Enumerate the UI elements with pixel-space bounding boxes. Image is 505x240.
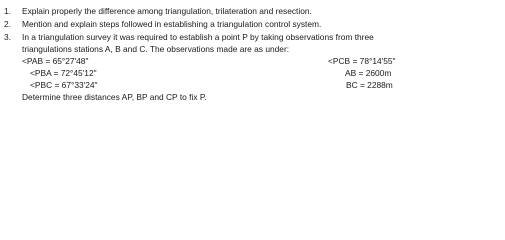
observation-bc: BC = 2288m <box>346 80 393 90</box>
observation-ab: AB = 2600m <box>345 68 392 78</box>
observation-pab: <PAB = 65°27'48" <box>22 56 89 66</box>
observation-pbc: <PBC = 67°33'24" <box>30 80 98 90</box>
observation-pcb: <PCB = 78°14'55" <box>328 56 396 66</box>
question-text: Explain properly the difference among triangulation, trilateration and resection. <box>22 6 312 16</box>
observation-pba: <PBA = 72°45'12" <box>30 68 97 78</box>
question-number: 3. <box>4 32 11 42</box>
question-number: 1. <box>4 6 11 16</box>
question-text: Mention and explain steps followed in establishing a triangulation control system. <box>22 19 322 29</box>
question-number: 2. <box>4 19 11 29</box>
question-3-closing: Determine three distances AP, BP and CP to fix P. <box>22 92 207 102</box>
question-3-continuation: triangulations stations A, B and C. The observations made are as under: <box>22 44 290 54</box>
question-text: In a triangulation survey it was required to establish a point P by taking observations from three <box>22 32 374 42</box>
